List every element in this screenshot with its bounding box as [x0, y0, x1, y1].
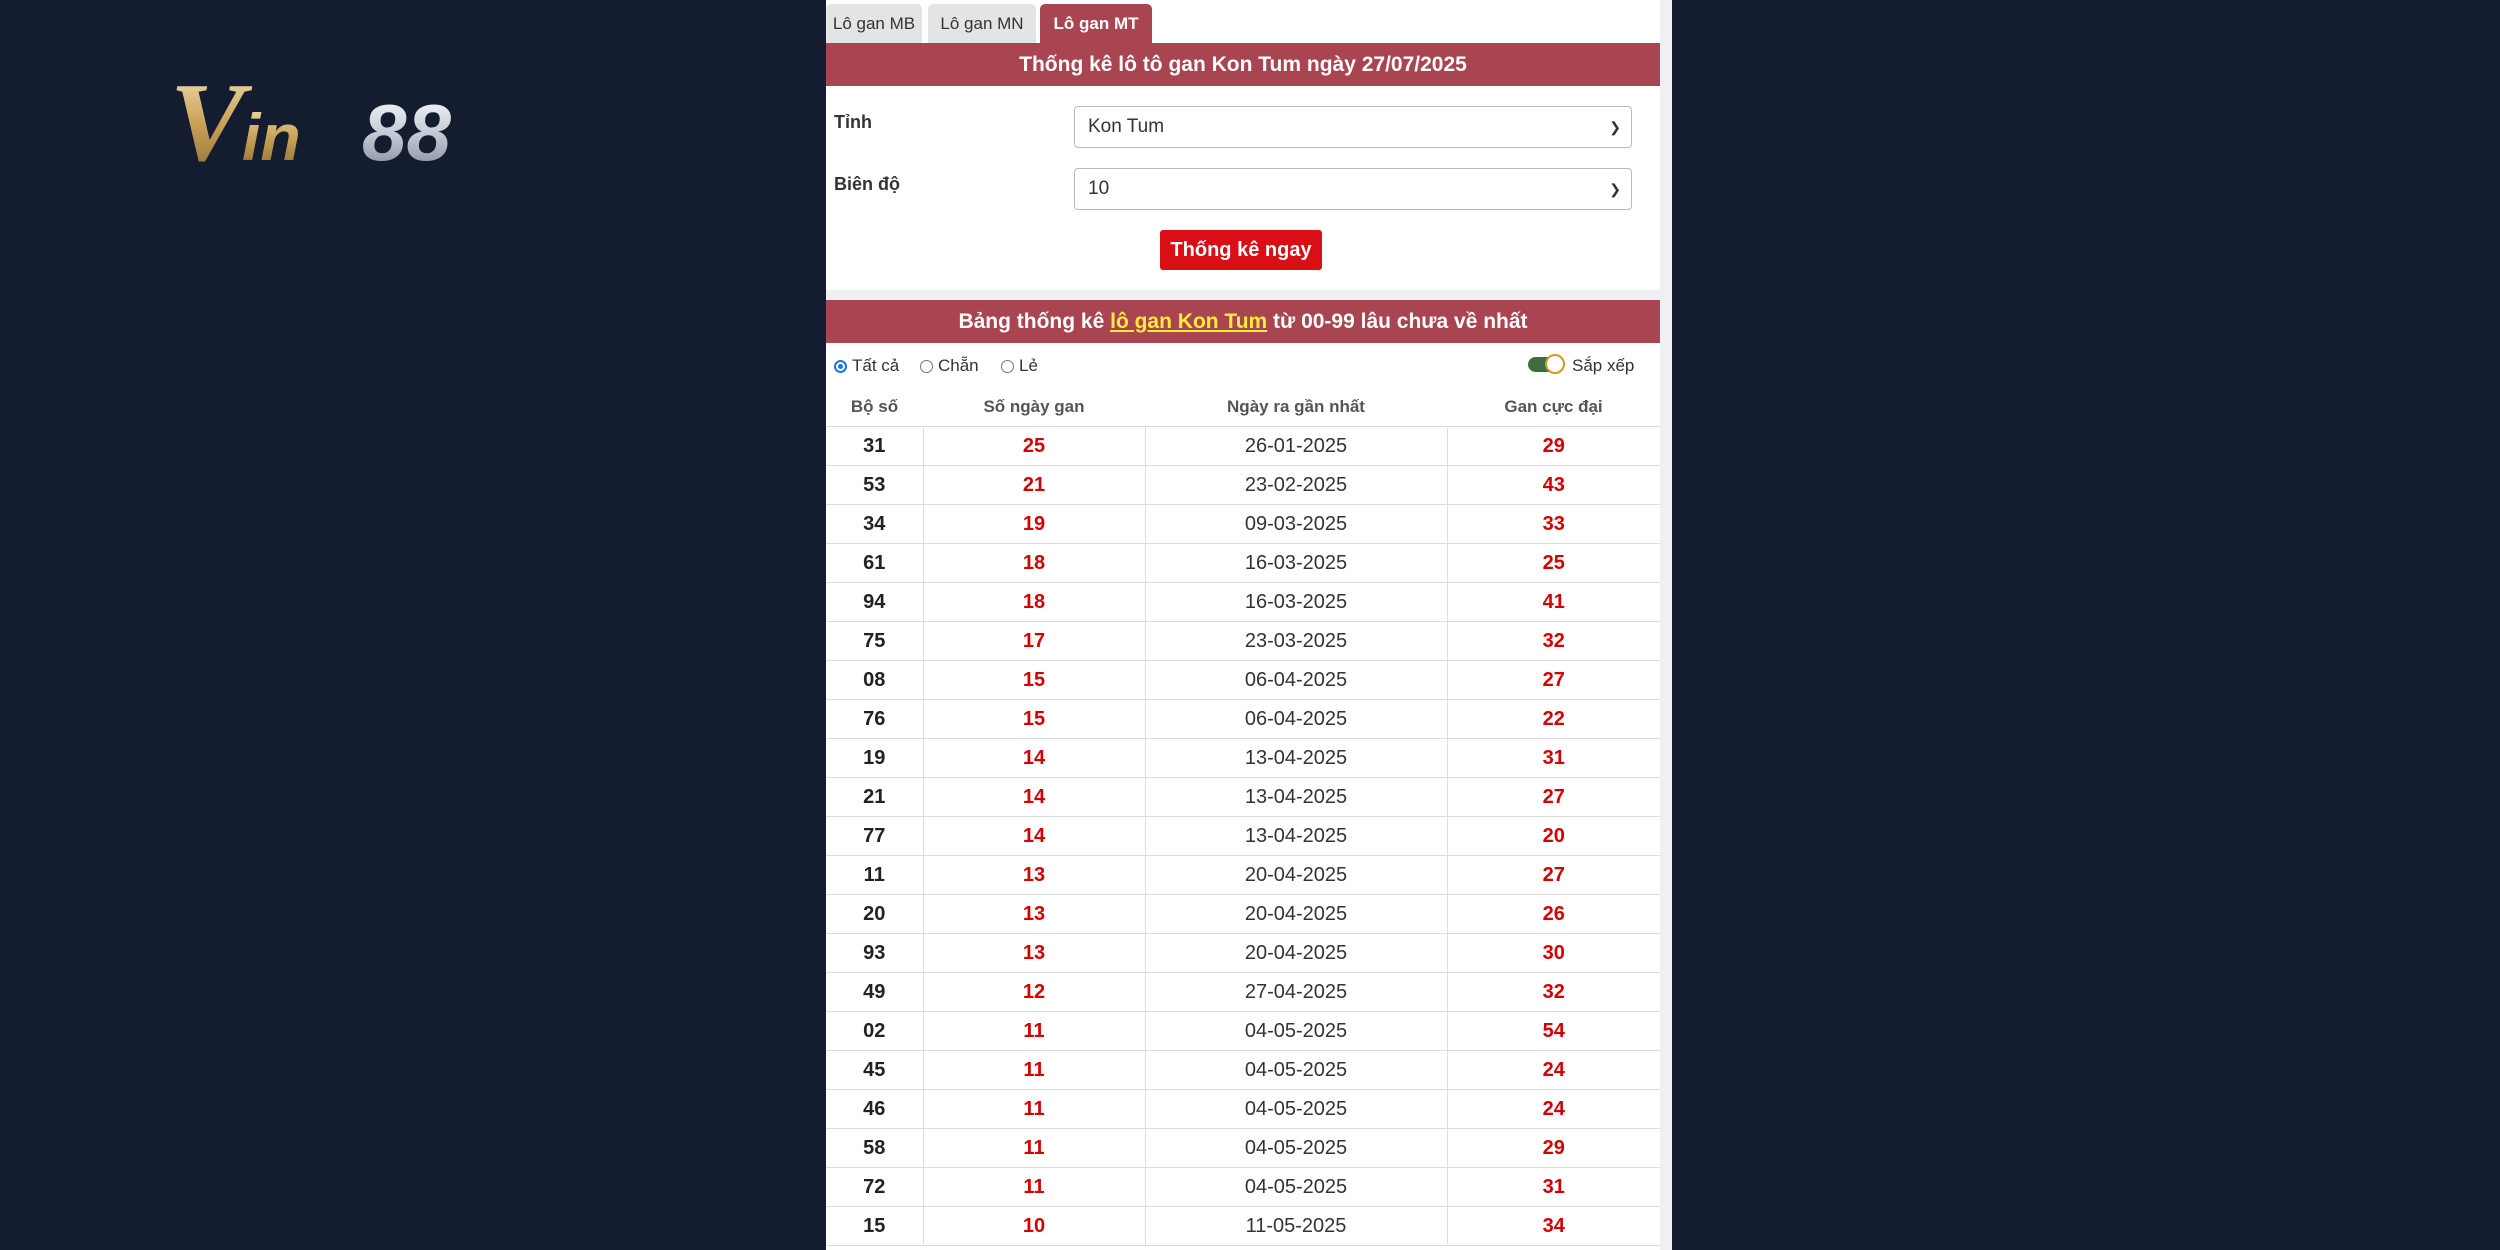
- cell-last-date: 23-03-2025: [1145, 622, 1447, 661]
- cell-number: 45: [826, 1051, 923, 1090]
- cell-days: 10: [923, 1207, 1145, 1246]
- cell-days: 13: [923, 856, 1145, 895]
- cell-days: 11: [923, 1012, 1145, 1051]
- table-row: [826, 1090, 1660, 1129]
- cell-max: 33: [1447, 505, 1660, 544]
- table-title-link[interactable]: lô gan Kon Tum: [1110, 310, 1268, 333]
- table-row: [826, 1051, 1660, 1090]
- cell-max: 27: [1447, 661, 1660, 700]
- cell-number: 58: [826, 1129, 923, 1168]
- form-title: Thống kê lô tô gan Kon Tum ngày 27/07/2025: [826, 43, 1660, 86]
- cell-days: 18: [923, 583, 1145, 622]
- filter-even-label: Chẵn: [938, 356, 979, 375]
- cell-max: 34: [1447, 1207, 1660, 1246]
- cell-last-date: 13-04-2025: [1145, 817, 1447, 856]
- cell-days: 25: [923, 427, 1145, 466]
- cell-last-date: 20-04-2025: [1145, 934, 1447, 973]
- table-title-prefix: Bảng thống kê: [958, 310, 1111, 333]
- cell-max: 24: [1447, 1051, 1660, 1090]
- lo-gan-table: [826, 387, 1660, 1246]
- cell-max: 32: [1447, 973, 1660, 1012]
- cell-max: 31: [1447, 739, 1660, 778]
- table-row: [826, 778, 1660, 817]
- cell-max: 41: [1447, 583, 1660, 622]
- province-label: Tỉnh: [834, 112, 872, 132]
- cell-max: 27: [1447, 856, 1660, 895]
- table-row: [826, 817, 1660, 856]
- cell-days: 11: [923, 1129, 1145, 1168]
- cell-max: 31: [1447, 1168, 1660, 1207]
- filter-odd-label: Lẻ: [1019, 356, 1038, 375]
- cell-days: 14: [923, 817, 1145, 856]
- cell-last-date: 27-04-2025: [1145, 973, 1447, 1012]
- cell-last-date: 04-05-2025: [1145, 1129, 1447, 1168]
- cell-number: 49: [826, 973, 923, 1012]
- cell-max: 30: [1447, 934, 1660, 973]
- table-row: [826, 505, 1660, 544]
- cell-days: 11: [923, 1090, 1145, 1129]
- table-row: [826, 544, 1660, 583]
- cell-max: 24: [1447, 1090, 1660, 1129]
- filter-all-radio[interactable]: [834, 356, 899, 376]
- tab-bar: [826, 0, 1660, 43]
- table-title: [826, 300, 1660, 343]
- cell-max: 22: [1447, 700, 1660, 739]
- table-title-suffix: từ 00-99 lâu chưa về nhất: [1267, 310, 1528, 333]
- table-row: [826, 1129, 1660, 1168]
- cell-number: 11: [826, 856, 923, 895]
- cell-number: 46: [826, 1090, 923, 1129]
- cell-number: 94: [826, 583, 923, 622]
- cell-last-date: 16-03-2025: [1145, 583, 1447, 622]
- cell-last-date: 09-03-2025: [1145, 505, 1447, 544]
- filter-all-label: Tất cả: [852, 356, 900, 375]
- section-divider: [826, 290, 1660, 300]
- cell-last-date: 11-05-2025: [1145, 1207, 1447, 1246]
- cell-last-date: 13-04-2025: [1145, 739, 1447, 778]
- table-row: [826, 466, 1660, 505]
- table-row: [826, 661, 1660, 700]
- cell-number: 21: [826, 778, 923, 817]
- range-label: Biên độ: [834, 174, 900, 194]
- cell-days: 21: [923, 466, 1145, 505]
- range-select[interactable]: [1074, 168, 1632, 210]
- logo-88-text: 88: [362, 88, 451, 175]
- logo-in-text: in: [242, 100, 301, 174]
- sort-label: Sắp xếp: [1572, 356, 1635, 375]
- submit-stats-button[interactable]: Thống kê ngay: [1160, 230, 1322, 270]
- lottery-panel: [826, 0, 1660, 1250]
- cell-number: 77: [826, 817, 923, 856]
- tab-lo-gan-mt[interactable]: Lô gan MT: [1040, 4, 1152, 43]
- table-row: [826, 895, 1660, 934]
- vin88-logo: [170, 55, 540, 175]
- cell-number: 15: [826, 1207, 923, 1246]
- scrollbar-track[interactable]: [1660, 0, 1672, 1250]
- cell-days: 19: [923, 505, 1145, 544]
- cell-last-date: 04-05-2025: [1145, 1051, 1447, 1090]
- cell-number: 31: [826, 427, 923, 466]
- table-row: [826, 622, 1660, 661]
- filter-even-radio[interactable]: [920, 356, 979, 376]
- cell-days: 15: [923, 700, 1145, 739]
- table-row: [826, 583, 1660, 622]
- table-row: [826, 427, 1660, 466]
- cell-max: 26: [1447, 895, 1660, 934]
- cell-days: 13: [923, 934, 1145, 973]
- col-header-days: Số ngày gan: [923, 387, 1145, 427]
- filter-odd-radio[interactable]: [1001, 356, 1038, 376]
- cell-last-date: 26-01-2025: [1145, 427, 1447, 466]
- table-row: [826, 973, 1660, 1012]
- cell-number: 72: [826, 1168, 923, 1207]
- cell-max: 20: [1447, 817, 1660, 856]
- cell-days: 14: [923, 739, 1145, 778]
- table-row: [826, 700, 1660, 739]
- range-select-value: 10: [1088, 178, 1110, 199]
- cell-number: 02: [826, 1012, 923, 1051]
- province-select[interactable]: [1074, 106, 1632, 148]
- cell-max: 32: [1447, 622, 1660, 661]
- cell-max: 43: [1447, 466, 1660, 505]
- cell-number: 53: [826, 466, 923, 505]
- cell-days: 14: [923, 778, 1145, 817]
- tab-lo-gan-mb[interactable]: Lô gan MB: [826, 4, 922, 43]
- cell-max: 29: [1447, 1129, 1660, 1168]
- table-row: [826, 1012, 1660, 1051]
- cell-max: 25: [1447, 544, 1660, 583]
- col-header-max: Gan cực đại: [1447, 387, 1660, 427]
- cell-max: 54: [1447, 1012, 1660, 1051]
- cell-last-date: 04-05-2025: [1145, 1168, 1447, 1207]
- toggle-knob: [1545, 354, 1565, 374]
- chevron-down-icon: ❯: [1609, 181, 1621, 197]
- cell-days: 17: [923, 622, 1145, 661]
- cell-last-date: 06-04-2025: [1145, 700, 1447, 739]
- cell-last-date: 16-03-2025: [1145, 544, 1447, 583]
- cell-number: 76: [826, 700, 923, 739]
- cell-number: 34: [826, 505, 923, 544]
- radio-checked-icon: [834, 360, 847, 373]
- table-row: [826, 934, 1660, 973]
- cell-max: 29: [1447, 427, 1660, 466]
- cell-number: 75: [826, 622, 923, 661]
- cell-last-date: 04-05-2025: [1145, 1090, 1447, 1129]
- cell-last-date: 04-05-2025: [1145, 1012, 1447, 1051]
- radio-unchecked-icon: [1001, 360, 1014, 373]
- table-row: [826, 1207, 1660, 1246]
- chevron-down-icon: ❯: [1609, 119, 1621, 135]
- logo-vin-text: V: [170, 61, 245, 175]
- cell-days: 12: [923, 973, 1145, 1012]
- tab-lo-gan-mn[interactable]: Lô gan MN: [928, 4, 1036, 43]
- cell-max: 27: [1447, 778, 1660, 817]
- cell-days: 15: [923, 661, 1145, 700]
- cell-number: 93: [826, 934, 923, 973]
- cell-last-date: 13-04-2025: [1145, 778, 1447, 817]
- cell-days: 11: [923, 1168, 1145, 1207]
- col-header-number: Bộ số: [826, 387, 923, 427]
- col-header-last-date: Ngày ra gần nhất: [1145, 387, 1447, 427]
- table-row: [826, 739, 1660, 778]
- table-header-row: [826, 387, 1660, 427]
- province-select-value: Kon Tum: [1088, 116, 1165, 137]
- cell-last-date: 06-04-2025: [1145, 661, 1447, 700]
- cell-number: 61: [826, 544, 923, 583]
- cell-last-date: 20-04-2025: [1145, 856, 1447, 895]
- cell-number: 08: [826, 661, 923, 700]
- cell-number: 19: [826, 739, 923, 778]
- cell-days: 13: [923, 895, 1145, 934]
- cell-last-date: 23-02-2025: [1145, 466, 1447, 505]
- table-row: [826, 1168, 1660, 1207]
- table-row: [826, 856, 1660, 895]
- cell-days: 11: [923, 1051, 1145, 1090]
- cell-number: 20: [826, 895, 923, 934]
- radio-unchecked-icon: [920, 360, 933, 373]
- cell-days: 18: [923, 544, 1145, 583]
- cell-last-date: 20-04-2025: [1145, 895, 1447, 934]
- sort-toggle[interactable]: [1528, 354, 1566, 374]
